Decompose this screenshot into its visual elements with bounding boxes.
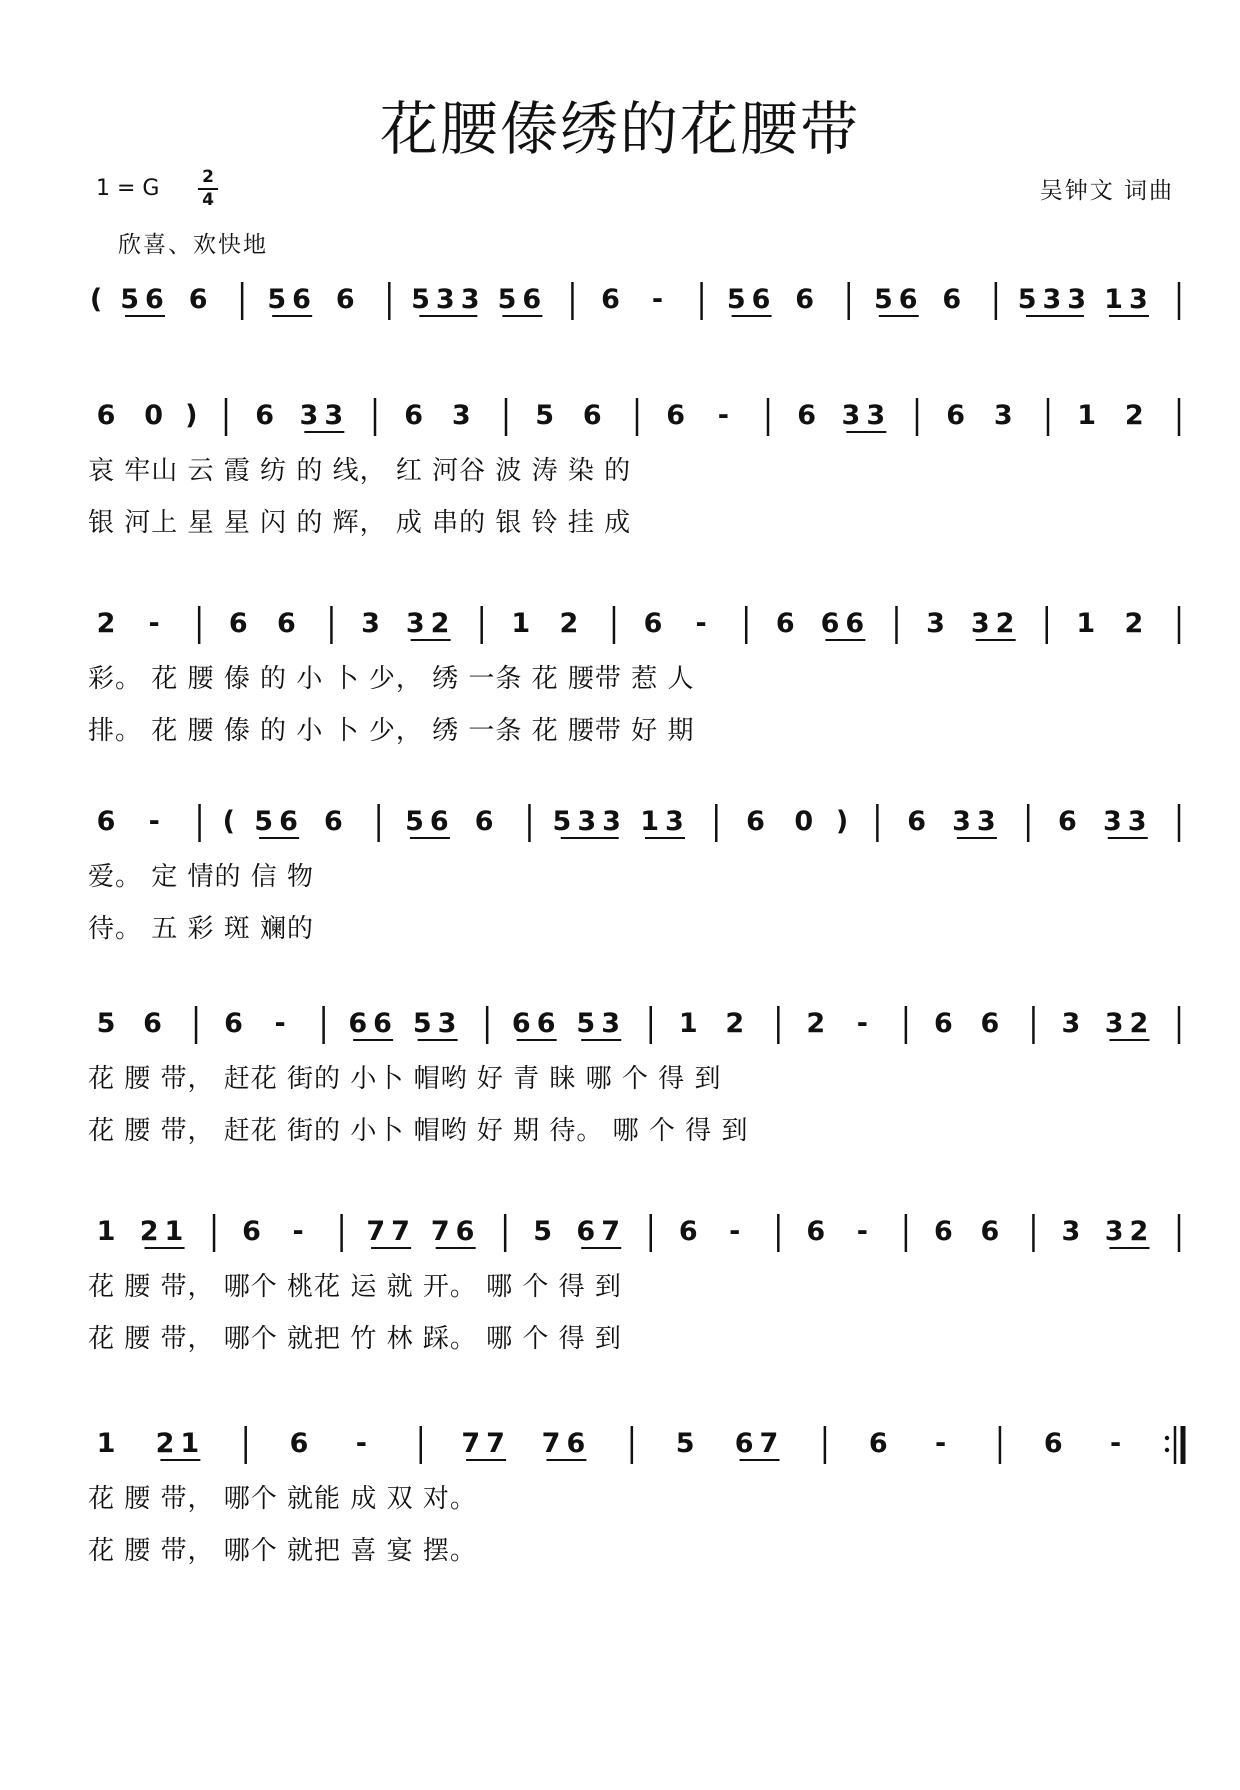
note-group: 6 <box>276 608 302 639</box>
note-group: 13 <box>1104 284 1154 315</box>
lyrics-verse-1: 彩。 花 腰 傣 的 小 卜 少， 绣 一条 花 腰带 惹 人 <box>88 664 695 694</box>
note-group: 66 <box>348 1008 398 1039</box>
note-group: 6 <box>404 400 430 431</box>
note-group: - <box>148 608 166 639</box>
note-group: 6 <box>643 608 669 639</box>
notation-line <box>0 604 1240 664</box>
note-group: 6 <box>942 284 968 315</box>
note-group: 1 <box>1077 400 1103 431</box>
note-group: 2 <box>559 608 585 639</box>
note-group: - <box>729 1216 747 1247</box>
note-group: 56 <box>726 284 777 315</box>
note-group: 76 <box>541 1428 592 1459</box>
note-group: 6 <box>255 400 281 431</box>
note-group: 6 <box>582 400 608 431</box>
note-group: 6 <box>228 608 254 639</box>
note-group: 2 <box>1124 400 1150 431</box>
note-group: 67 <box>576 1216 627 1247</box>
meter-numerator: 2 <box>202 167 214 187</box>
note-group: 2 <box>1124 608 1150 639</box>
note-group: 3 <box>1061 1008 1087 1039</box>
note-group: 533 <box>552 806 627 837</box>
note-group: 32 <box>405 608 456 639</box>
note-group: 6 <box>980 1216 1006 1247</box>
note-group: - <box>717 400 735 431</box>
repeat-dot <box>1165 1448 1169 1452</box>
note-group: 1 <box>96 1216 122 1247</box>
note-group: - <box>148 806 166 837</box>
note-group: 3 <box>926 608 951 639</box>
note-group: 1 <box>1076 608 1102 639</box>
note-group: 533 <box>1017 284 1093 315</box>
note-group: 3 <box>993 400 1019 431</box>
note-group: - <box>695 608 713 639</box>
notation-line <box>0 280 1240 340</box>
repeat-bracket: ) <box>185 400 204 431</box>
note-group: 77 <box>461 1428 511 1459</box>
note-group: 6 <box>96 400 122 431</box>
note-group: 6 <box>242 1216 267 1247</box>
note-group: 21 <box>155 1428 206 1459</box>
note-group: 6 <box>335 284 361 315</box>
note-group: 33 <box>841 400 892 431</box>
note-group: 533 <box>411 284 486 315</box>
note-group: 76 <box>430 1216 481 1247</box>
note-group: 56 <box>267 284 317 315</box>
note-group: 32 <box>1104 1216 1155 1247</box>
note-group: 6 <box>188 284 214 315</box>
note-group: 6 <box>96 806 122 837</box>
note-group: 6 <box>933 1216 959 1247</box>
note-group: 32 <box>970 608 1021 639</box>
note-group: 56 <box>497 284 548 315</box>
note-group: 5 <box>675 1428 701 1459</box>
note-group: 33 <box>299 400 350 431</box>
note-group: 1 <box>511 608 537 639</box>
note-group: - <box>856 1008 874 1039</box>
note-group: 6 <box>746 806 771 837</box>
note-group: - <box>651 284 670 315</box>
note-group: - <box>934 1428 953 1459</box>
note-group: 3 <box>1061 1216 1087 1247</box>
note-group: 6 <box>224 1008 249 1039</box>
repeat-dot <box>1165 1436 1169 1440</box>
tempo-marking: 欣喜、欢快地 <box>118 232 268 258</box>
note-group: 66 <box>820 608 871 639</box>
note-group: 5 <box>96 1008 122 1039</box>
key-signature: 1 = G <box>96 176 160 201</box>
note-group: 6 <box>907 806 933 837</box>
meter-denominator: 4 <box>202 190 214 210</box>
notation-line <box>0 1004 1240 1064</box>
note-group: 6 <box>289 1428 315 1459</box>
note-group: 6 <box>666 400 692 431</box>
note-group: 2 <box>725 1008 751 1039</box>
note-group: 6 <box>980 1008 1006 1039</box>
lyrics-verse-2: 排。 花 腰 傣 的 小 卜 少， 绣 一条 花 腰带 好 期 <box>88 716 695 746</box>
note-group: 6 <box>806 1216 832 1247</box>
note-group: 1 <box>96 1428 122 1459</box>
note-group: 33 <box>1102 806 1153 837</box>
note-group: 6 <box>474 806 500 837</box>
lyrics-verse-2: 银 河上 星 星 闪 的 辉， 成 串的 银 铃 挂 成 <box>88 508 632 538</box>
notation-line <box>0 802 1240 862</box>
note-group: 5 <box>535 400 561 431</box>
note-group: - <box>355 1428 374 1459</box>
note-group: 53 <box>412 1008 463 1039</box>
repeat-bracket: ( <box>89 284 109 315</box>
note-group: 6 <box>1043 1428 1069 1459</box>
notation-line <box>0 1212 1240 1272</box>
note-group: 56 <box>120 284 170 315</box>
note-group: 77 <box>366 1216 416 1247</box>
note-group: - <box>1110 1428 1128 1459</box>
note-group: 0 <box>144 400 170 431</box>
note-group: 6 <box>795 284 821 315</box>
note-group: 0 <box>794 806 820 837</box>
note-group: 3 <box>361 608 386 639</box>
time-signature <box>198 168 218 210</box>
lyrics-verse-1: 花 腰 带， 赶花 街的 小卜 帽哟 好 青 睐 哪 个 得 到 <box>88 1064 722 1094</box>
note-group: 67 <box>734 1428 785 1459</box>
note-group: 6 <box>868 1428 894 1459</box>
notation-line <box>0 1424 1240 1484</box>
note-group: 2 <box>96 608 122 639</box>
lyrics-verse-1: 花 腰 带， 哪个 就能 成 双 对。 <box>88 1484 477 1514</box>
note-group: 6 <box>323 806 349 837</box>
note-group: 33 <box>952 806 1002 837</box>
note-group: 2 <box>806 1008 832 1039</box>
note-group: 5 <box>533 1216 559 1247</box>
note-group: 32 <box>1104 1008 1155 1039</box>
composer-credit: 吴钟文 词曲 <box>1039 178 1174 204</box>
lyrics-verse-2: 待。 五 彩 斑 斓的 <box>88 914 315 944</box>
note-group: 56 <box>405 806 455 837</box>
note-group: 6 <box>143 1008 168 1039</box>
note-group: - <box>292 1216 310 1247</box>
note-group: 6 <box>678 1216 704 1247</box>
note-group: 66 <box>511 1008 562 1039</box>
lyrics-verse-2: 花 腰 带， 哪个 就把 喜 宴 摆。 <box>88 1536 477 1566</box>
note-group: 6 <box>1058 806 1083 837</box>
note-group: 6 <box>933 1008 959 1039</box>
note-group: 21 <box>139 1216 190 1247</box>
note-group: 6 <box>946 400 972 431</box>
note-group: - <box>274 1008 292 1039</box>
note-group: 6 <box>797 400 823 431</box>
lyrics-verse-1: 爱。 定 情的 信 物 <box>88 862 315 892</box>
note-group: 3 <box>451 400 477 431</box>
note-group: 56 <box>873 284 924 315</box>
note-group: 13 <box>640 806 690 837</box>
note-group: 53 <box>576 1008 627 1039</box>
song-title: 花腰傣绣的花腰带 <box>379 95 860 163</box>
note-group: 6 <box>775 608 801 639</box>
note-group: 6 <box>601 284 626 315</box>
lyrics-verse-2: 花 腰 带， 哪个 就把 竹 林 踩。 哪 个 得 到 <box>88 1324 622 1354</box>
lyrics-verse-1: 花 腰 带， 哪个 桃花 运 就 开。 哪 个 得 到 <box>88 1272 622 1302</box>
note-group: - <box>856 1216 874 1247</box>
repeat-bracket: ) <box>835 806 855 837</box>
note-group: 56 <box>254 806 304 837</box>
lyrics-verse-1: 哀 牢山 云 霞 纺 的 线， 红 河谷 波 涛 染 的 <box>88 456 632 486</box>
repeat-bracket: ( <box>222 806 241 837</box>
notation-line <box>0 396 1240 456</box>
lyrics-verse-2: 花 腰 带， 赶花 街的 小卜 帽哟 好 期 待。 哪 个 得 到 <box>88 1116 749 1146</box>
note-group: 1 <box>678 1008 704 1039</box>
